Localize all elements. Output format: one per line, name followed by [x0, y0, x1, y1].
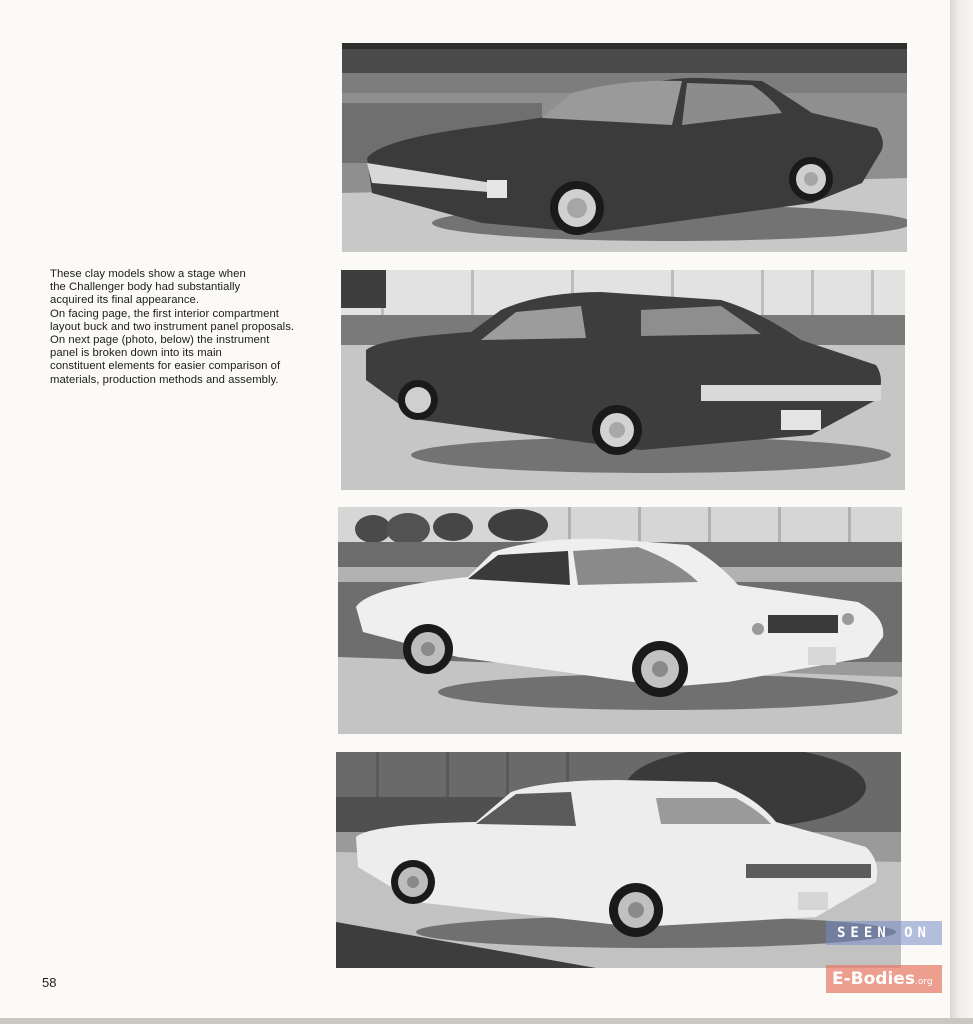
photo-white-clay-model-front — [338, 507, 902, 734]
watermark-line2: E-Bodies — [832, 969, 915, 989]
photo-caption: These clay models show a stage when the Challenger body had substantially acquired its final appearance. On facing page, the first interior compartment layout buck and two instrument panel proposals. On next page (photo, below) the instrument panel is broken down into its main constituent elements for easier comparison of materials, production methods and assembly. — [50, 268, 295, 386]
watermark-line2-container — [826, 965, 942, 993]
page-edge — [950, 0, 973, 1024]
watermark-line2-suffix: .org — [914, 977, 933, 987]
photo-white-clay-model-rear — [336, 752, 901, 968]
photo-dark-clay-model-rear — [341, 270, 905, 490]
watermark-line1: SEEN ON — [826, 921, 942, 945]
photo-dark-clay-model-front — [342, 43, 907, 252]
page-number: 58 — [42, 975, 57, 990]
seen-on-ebodies-watermark — [826, 921, 942, 993]
page-bottom-edge — [0, 1018, 973, 1024]
